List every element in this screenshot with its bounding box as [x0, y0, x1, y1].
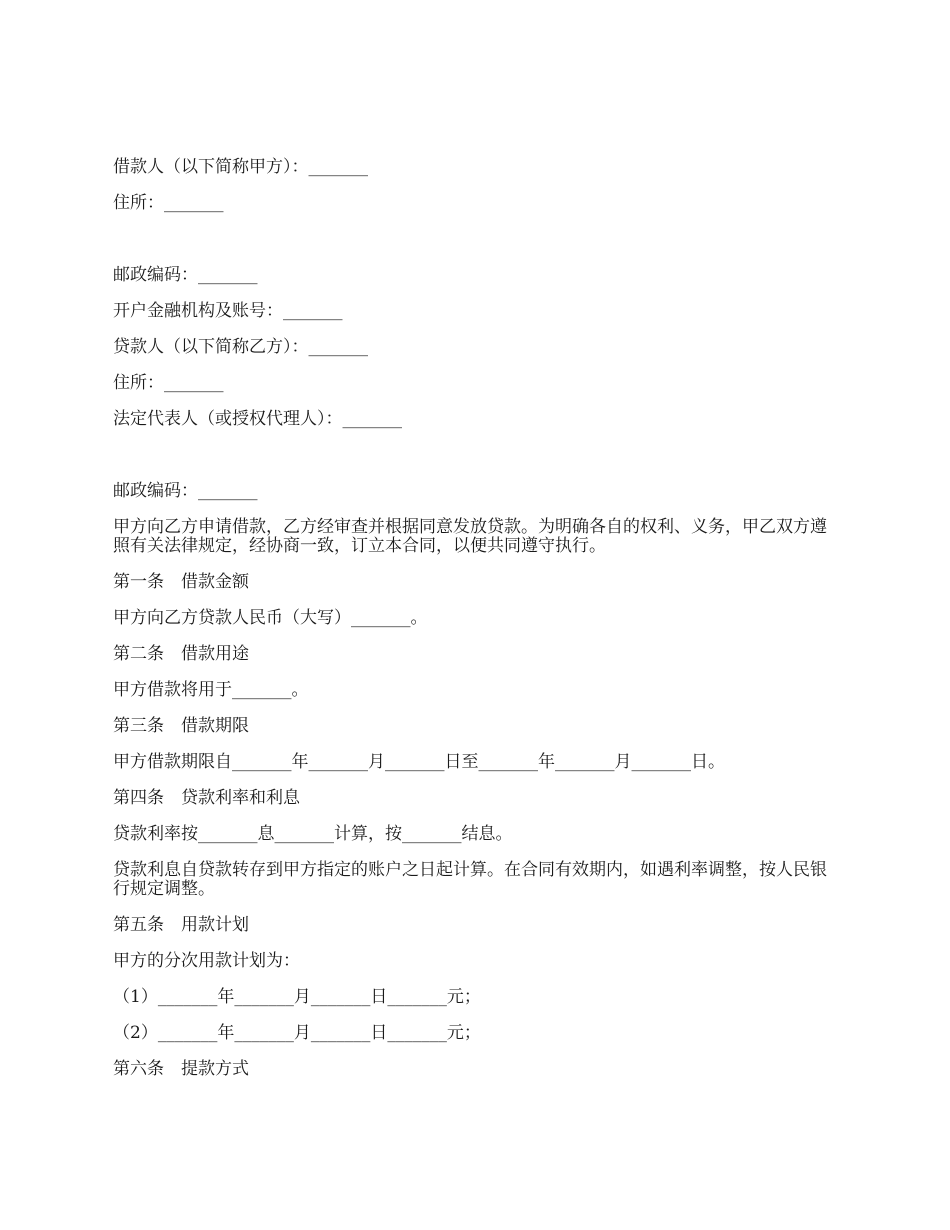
article-3-text: 甲方借款期限自_______年_______月_______日至_______年_______月_______日。 — [113, 752, 725, 772]
article-5-item-1: （1）_______年_______月_______日_______元； — [113, 987, 481, 1007]
borrower-postcode-line: 邮政编码：_______ — [113, 265, 258, 285]
article-4-text-rate: 贷款利率按_______息_______计算，按_______结息。 — [113, 824, 513, 844]
bank-account-line: 开户金融机构及账号：_______ — [113, 301, 343, 321]
legal-representative-line: 法定代表人（或授权代理人）：_______ — [113, 409, 402, 429]
lender-address-line: 住所：_______ — [113, 373, 224, 393]
preamble-paragraph: 甲方向乙方申请借款，乙方经审查并根据同意发放贷款。为明确各自的权利、义务，甲乙双方遵照有关法律规定，经协商一致，订立本合同，以便共同遵守执行。 — [113, 517, 827, 556]
lender-line: 贷款人（以下简称乙方）：_______ — [113, 337, 368, 357]
article-2-text: 甲方借款将用于_______。 — [113, 680, 309, 700]
article-4-text-interest: 贷款利息自贷款转存到甲方指定的账户之日起计算。在合同有效期内，如遇利率调整，按人民银行规定调整。 — [113, 860, 827, 899]
borrower-address-line: 住所：_______ — [113, 193, 224, 213]
article-1-heading: 第一条 借款金额 — [113, 572, 249, 592]
article-1-text: 甲方向乙方贷款人民币（大写）_______。 — [113, 608, 428, 628]
article-6-heading: 第六条 提款方式 — [113, 1059, 249, 1079]
article-5-heading: 第五条 用款计划 — [113, 915, 249, 935]
article-3-heading: 第三条 借款期限 — [113, 716, 249, 736]
article-5-item-2: （2）_______年_______月_______日_______元； — [113, 1023, 481, 1043]
article-2-heading: 第二条 借款用途 — [113, 644, 249, 664]
contract-document — [113, 158, 843, 1096]
borrower-line: 借款人（以下简称甲方）：_______ — [113, 157, 368, 177]
lender-postcode-line: 邮政编码：_______ — [113, 481, 258, 501]
article-5-intro: 甲方的分次用款计划为： — [113, 951, 300, 971]
article-4-heading: 第四条 贷款利率和利息 — [113, 788, 300, 808]
